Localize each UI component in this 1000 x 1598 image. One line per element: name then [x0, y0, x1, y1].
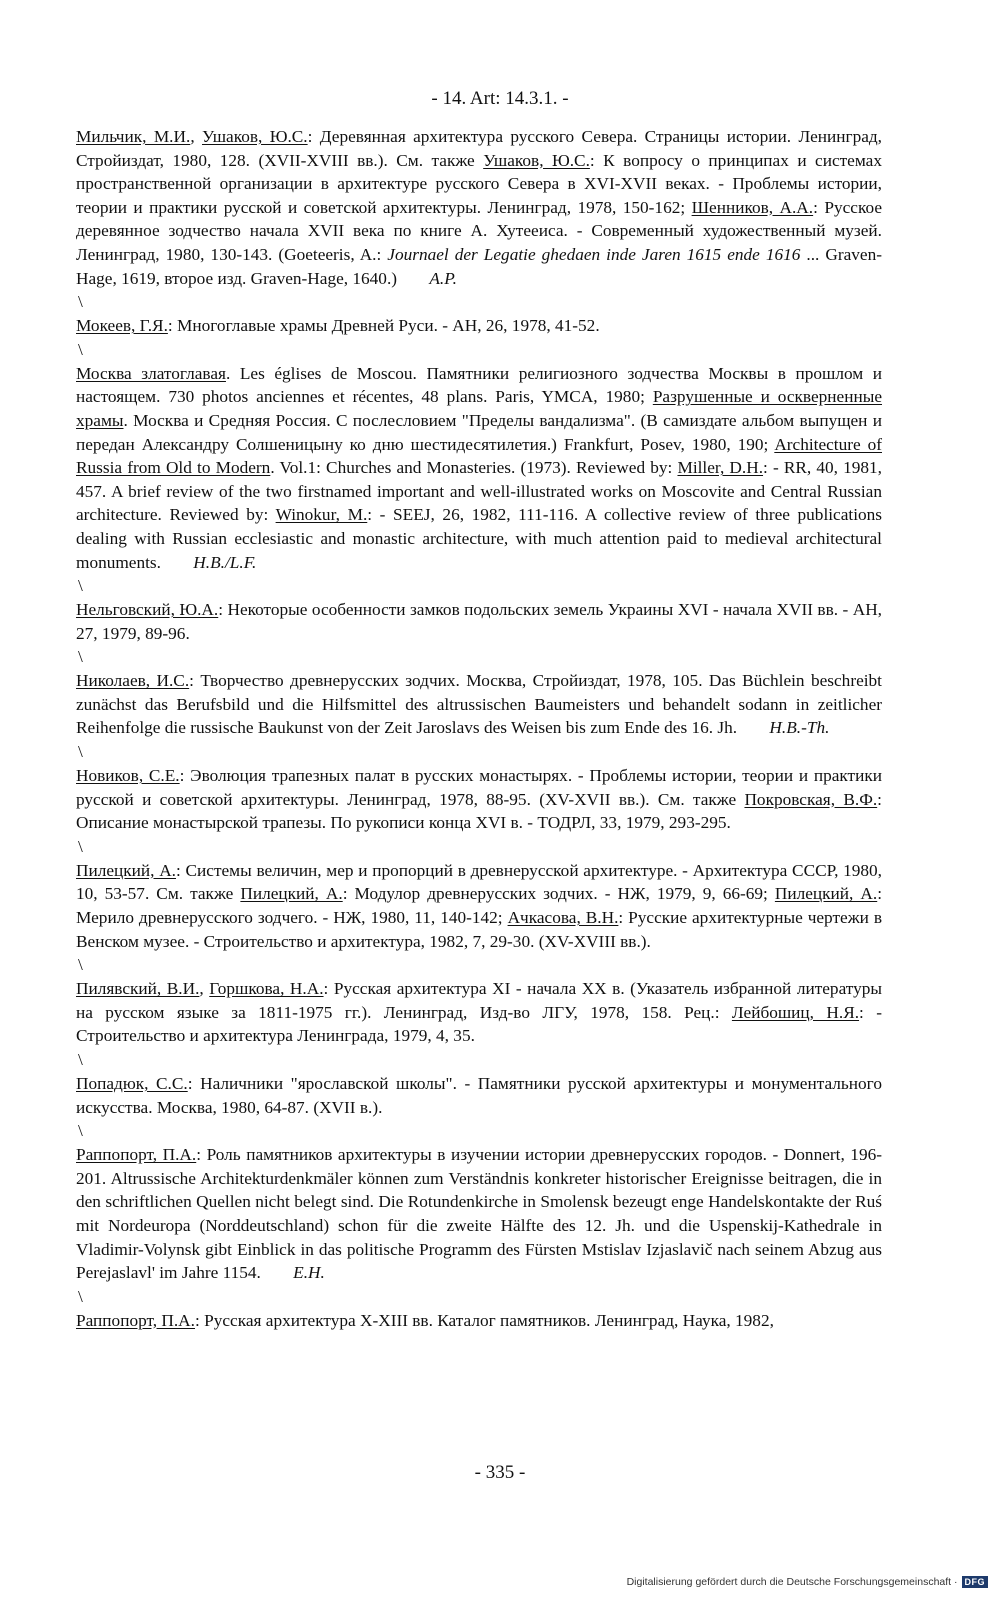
entry-separator: \	[78, 1050, 83, 1069]
entry-separator: \	[78, 292, 83, 312]
digitization-footer	[627, 1576, 988, 1588]
page-header: - 14. Art: 14.3.1. -	[431, 88, 569, 109]
entry-separator: \	[78, 955, 83, 975]
bibliography-entry: Мокеев, Г.Я.: Многоглавые храмы Древней Руси. - АН, 26, 1978, 41-52.	[76, 316, 600, 336]
entry-separator: \	[78, 1121, 83, 1141]
footer-text: Digitalisierung gefördert durch die Deutsche Forschungsgemeinschaft ·	[626, 1576, 958, 1588]
bibliography-entry: Москва златоглавая. Les églises de Moscou. Памятники религиозного зодчества Москвы в прошлом и настоящем. 730 photos anciennes et récentes, 48 plans. Paris, YMCA, 1980; Разрушенные и оскверненные храмы. Москва и Средняя Россия. С послесловием "Пределы вандализма". (В самиздате альбом выпущен и передан Александру Солшеницыну ко дню шестидесятилетия.) Frankfurt, Posev, 1980, 190; Architecture of Russia from Old to Modern. Vol.1: Churches and Monasteries. (1973). Reviewed by: Miller, D.H.: - RR, 40, 1981, 457. A brief review of the two firstnamed important and well-illustrated works on Moscovite and Central Russian architecture. Reviewed by: Winokur, M.: - SEEJ, 26, 1982, 111-116. A collective review of three publications dealing with Russian ecclesiastic and monastic architecture, with much attention paid to medieval architectural monuments. H.B./L.F.	[76, 363, 883, 572]
entry-separator: \	[78, 576, 83, 596]
bibliography-entry: Попадюк, С.С.: Наличники "ярославской школы". - Памятники русской архитектуры и монументального искусства. Москва, 1980, 64-87. (XVII в.).	[76, 1074, 882, 1117]
bibliography-entry: Николаев, И.С.: Творчество древнерусских зодчих. Москва, Стройиздат, 1978, 105. Das Büchlein beschreibt zunächst das Berufsbild und die Hilfsmittel des altrussischen Baumeisters und behandelt sodann in zeitlicher Reihenfolge die russische Baukunst von der Zeit Jaroslavs des Weisen bis zum Ende des 16. Jh. H.B.-Th.	[76, 671, 882, 738]
bibliography-entry: Раппопорт, П.А.: Роль памятников архитектуры в изучении истории древнерусских городов. - Donnert, 196-201. Altrussische Architekturdenkmäler können zum Verständnis konkreter historischer Ereignisse beitragen, die in den schriftlichen Quellen nicht belegt sind. Die Rotundenkirche in Smolensk bezeugt enge Handelskontakte der Ruś mit Nordeuropa (Norddeutschland) schon für die zweite Hälfte des 12. Jh. und die Uspenskij-Kathedrale in Vladimir-Volynsk gibt Einblick in das politische Programm des Fürsten Mstislav Izjaslavič nach seinem Abzug aus Perejaslavl' im Jahre 1154. E.H.	[76, 1145, 882, 1283]
dfg-logo: DFG	[962, 1576, 989, 1588]
entry-separator: \	[78, 836, 83, 856]
bibliography-entry: Мильчик, М.И., Ушаков, Ю.С.: Деревянная архитектура русского Севера. Страницы истории. Ленинград, Стройиздат, 1980, 128. (XVII-XVIII вв.). См. также Ушаков, Ю.С.: К вопросу о принципах и системах пространственной организации в архитектуре русского Севера в XVI-XVII веках. - Проблемы истории, теории и практики русской и советской архитектуры. Ленинград, 1978, 150-162; Шенников, А.А.: Русское деревянное зодчество начала XVII века по книге А. Хутееиса. - Современный художественный музей. Ленинград, 1980, 130-143. (Goeteeris, A.: Journael der Legatie ghedaen inde Jaren 1615 ende 1616 ... Graven-Hage, 1619, второе изд. Graven-Hage, 1640.) A.P.	[76, 127, 882, 288]
bibliography-entry: Раппопорт, П.А.: Русская архитектура X-XIII вв. Каталог памятников. Ленинград, Наука, 1982,	[76, 1310, 774, 1330]
entry-separator: \	[78, 339, 83, 359]
bibliography-entry: Пилявский, В.И., Горшкова, Н.А.: Русская архитектура XI - начала XX в. (Указатель избранной литературы на русском языке за 1811-1975 гг.). Ленинград, Изд-во ЛГУ, 1978, 158. Рец.: Лейбошиц, Н.Я.: - Строительство и архитектура Ленинграда, 1979, 4, 35.	[76, 979, 883, 1046]
entry-separator: \	[78, 647, 83, 667]
bibliography-entry: Нельговский, Ю.А.: Некоторые особенности замков подольских земель Украины XVI - начала XVII вв. - АН, 27, 1979, 89-96.	[76, 600, 882, 643]
entry-separator: \	[78, 742, 83, 762]
page-number: - 335 -	[474, 1462, 526, 1483]
bibliography-entry: Новиков, С.Е.: Эволюция трапезных палат в русских монастырях. - Проблемы истории, теории и практики русской и советской архитектуры. Ленинград, 1978, 88-95. (XV-XVII вв.). См. также Покровская, В.Ф.: Описание монастырской трапезы. По рукописи конца XVI в. - ТОДРЛ, 33, 1979, 293-295.	[76, 766, 882, 833]
bibliography-entry: Пилецкий, А.: Системы величин, мер и пропорций в древнерусской архитектуре. - Архитектура СССР, 1980, 10, 53-57. См. также Пилецкий, А.: Модулор древнерусских зодчих. - НЖ, 1979, 9, 66-69; Пилецкий, А.: Мерило древнерусского зодчего. - НЖ, 1980, 11, 140-142; Ачкасова, В.Н.: Русские архитектурные чертежи в Венском музее. - Строительство и архитектура, 1982, 7, 29-30. (XV-XVIII вв.).	[76, 860, 883, 951]
entry-separator: \	[78, 1286, 83, 1306]
bibliography-entries	[76, 125, 882, 1332]
